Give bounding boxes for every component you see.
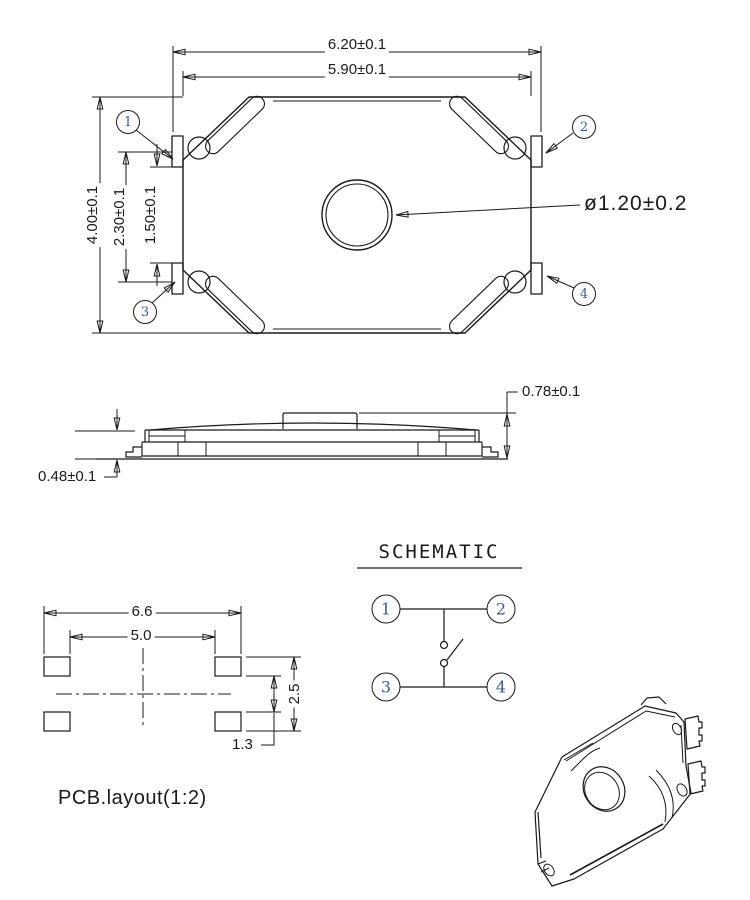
pcb-dim-height-label: 2.5 bbox=[287, 681, 303, 708]
schematic-pin-3: 3 bbox=[372, 673, 401, 702]
schematic-title: SCHEMATIC bbox=[378, 541, 500, 563]
pin-1-callout: 1 bbox=[116, 110, 140, 134]
pin-2-callout: 2 bbox=[572, 115, 596, 139]
dim-pin-pitch-label: 2.30±0.1 bbox=[112, 185, 128, 249]
dim-width-body-label: 5.90±0.1 bbox=[325, 62, 389, 78]
top-view-drawing bbox=[172, 93, 542, 337]
dim-width-outer-label: 6.20±0.1 bbox=[325, 37, 389, 53]
dim-pin-gap-label: 1.50±0.1 bbox=[143, 183, 159, 247]
pcb-layout-caption: PCB.layout(1:2) bbox=[58, 787, 207, 809]
dim-base-height-label: 0.48±0.1 bbox=[38, 468, 97, 486]
schematic-pin-4: 4 bbox=[487, 673, 516, 702]
schematic-wires bbox=[357, 568, 522, 687]
dim-button-dia-label: ø1.20±0.2 bbox=[584, 191, 688, 215]
pcb-dim-inner-label: 5.0 bbox=[128, 628, 155, 644]
pcb-dim-outer-label: 6.6 bbox=[129, 604, 156, 620]
iso-view-drawing bbox=[535, 697, 705, 886]
schematic-pin-1: 1 bbox=[372, 595, 401, 624]
pcb-layout-dimensions bbox=[44, 606, 301, 745]
dim-height-label: 4.00±0.1 bbox=[85, 183, 101, 247]
pcb-dim-offset-label: 1.3 bbox=[232, 736, 253, 753]
dim-total-height-label: 0.78±0.1 bbox=[522, 383, 581, 401]
side-view-drawing bbox=[96, 413, 508, 459]
side-view-dimensions bbox=[75, 392, 518, 477]
pcb-layout-drawing bbox=[44, 648, 241, 731]
pin-4-callout: 4 bbox=[572, 282, 596, 306]
schematic-pin-2: 2 bbox=[487, 595, 516, 624]
pin-3-callout: 3 bbox=[133, 300, 157, 324]
